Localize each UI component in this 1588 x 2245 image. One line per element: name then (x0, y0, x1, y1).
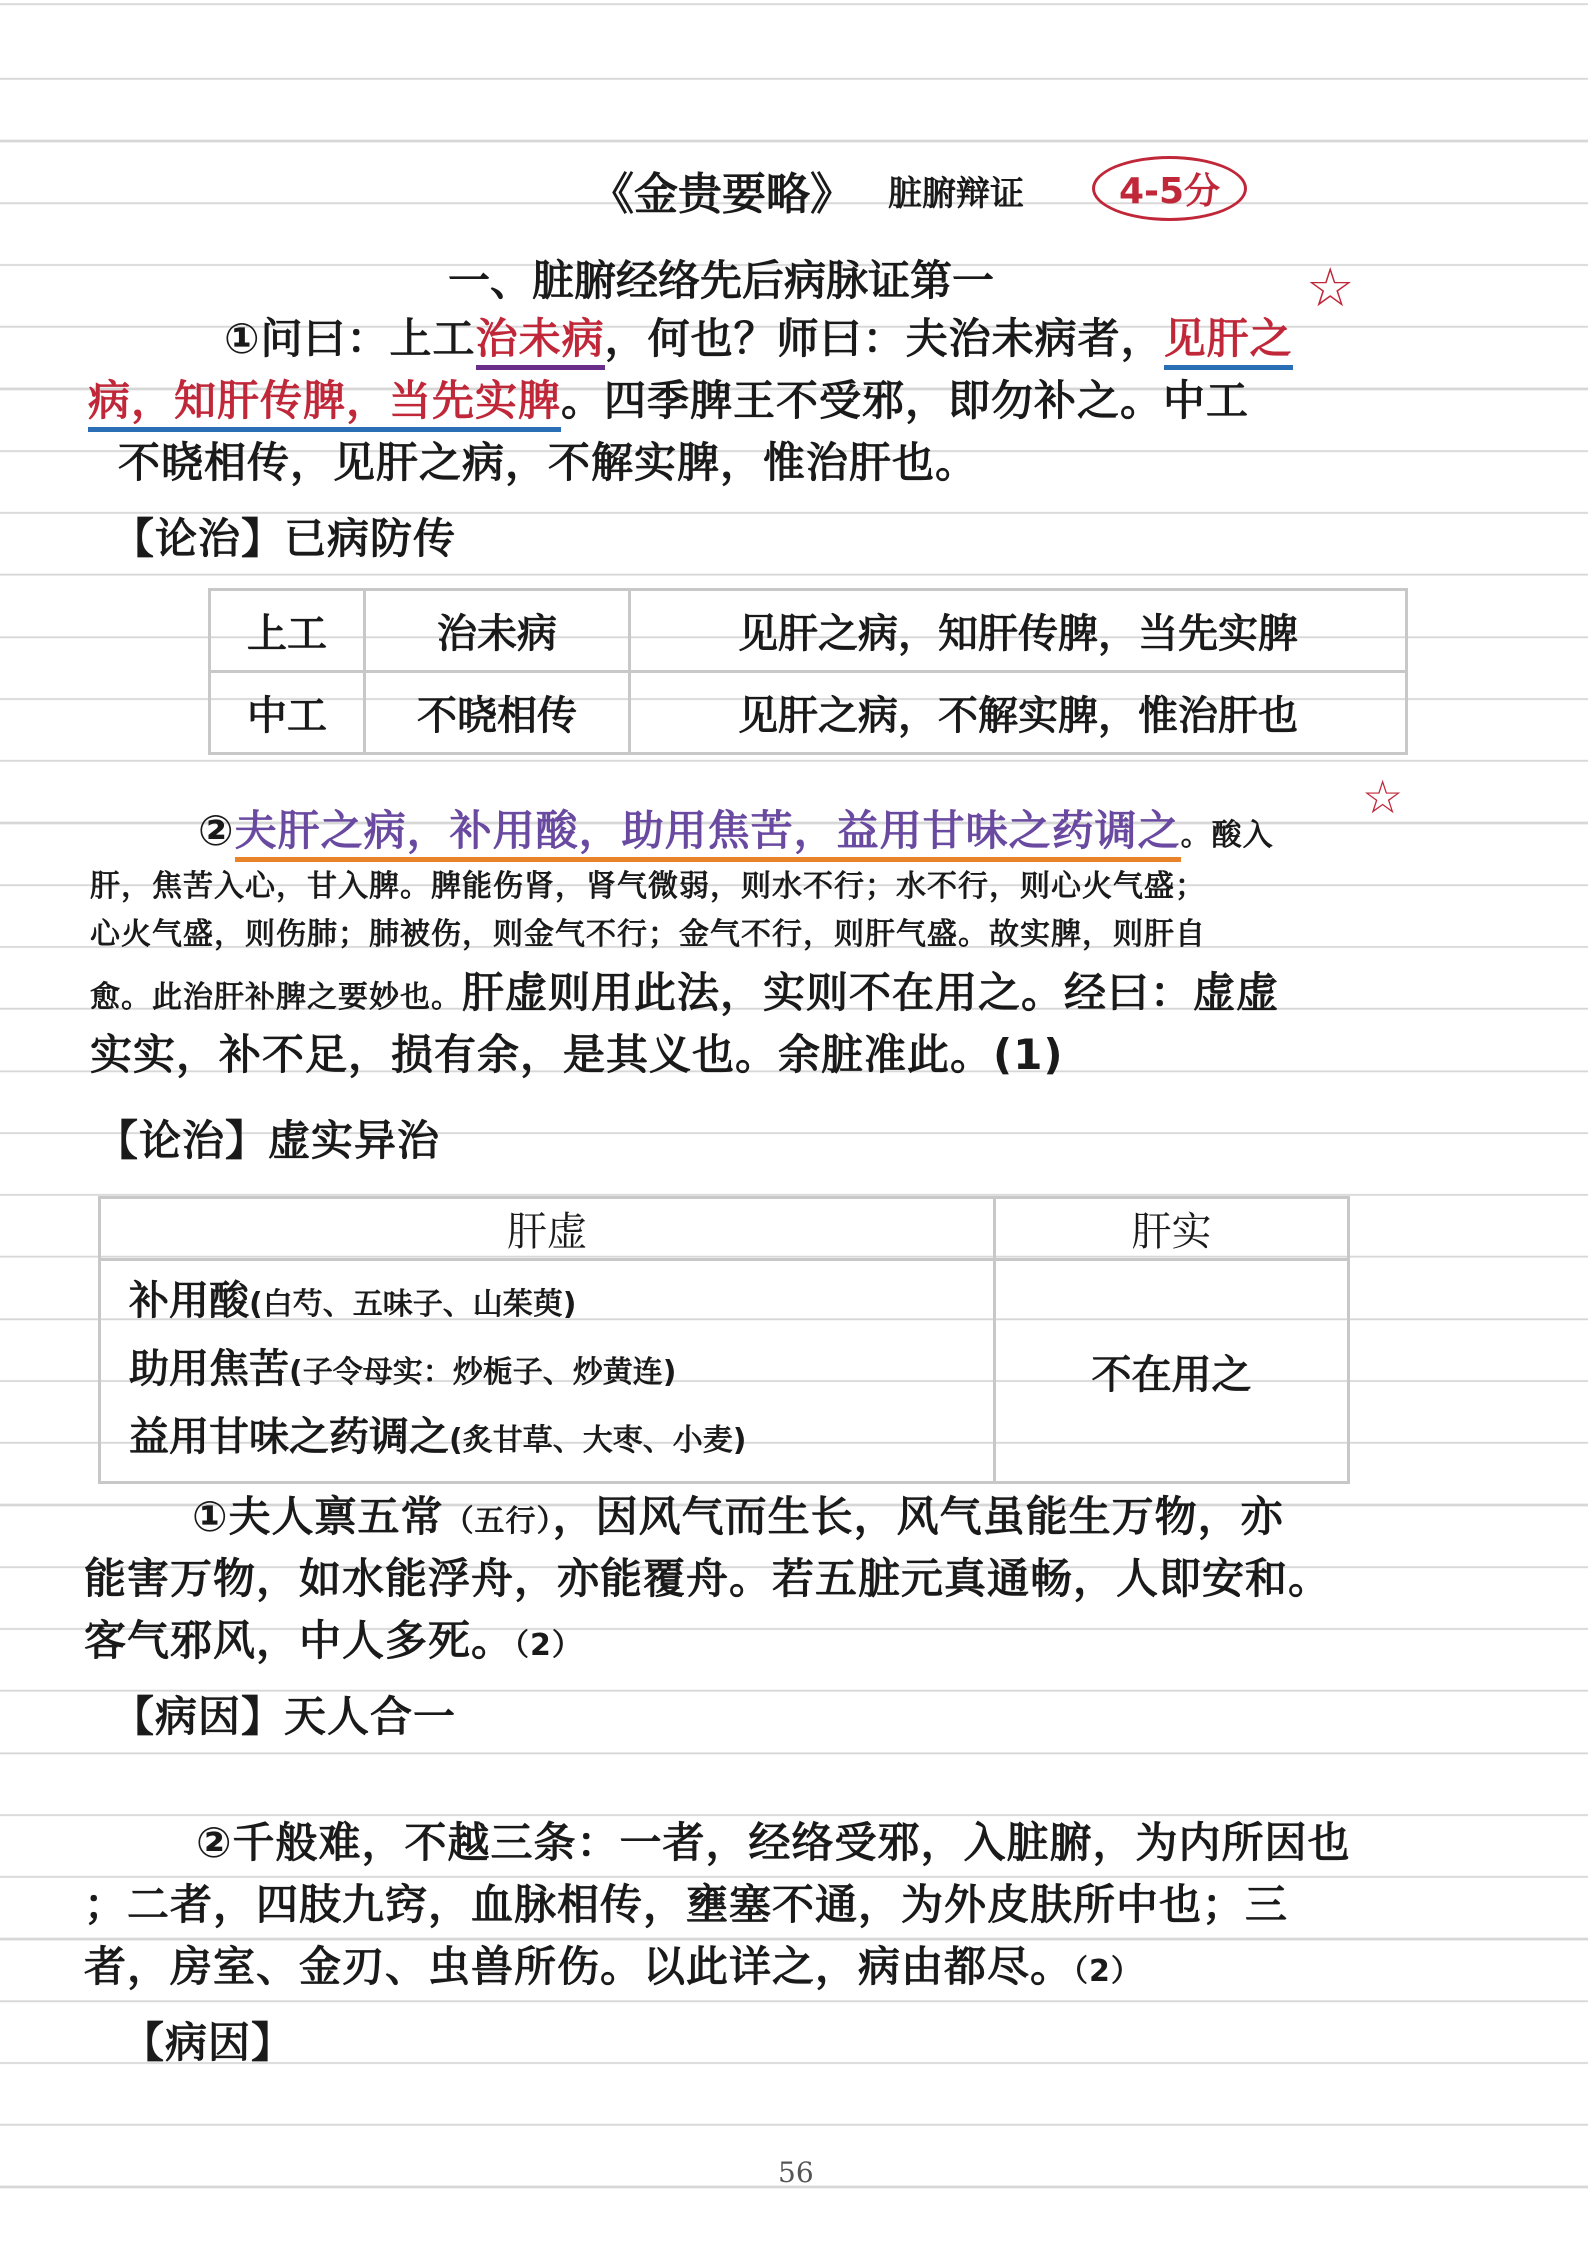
heading-yi-bing-fang-chuan: 【论治】已病防传 (112, 514, 457, 563)
heading-bing-yin: 【病因】 (122, 2018, 295, 2067)
table-row (100, 1198, 1349, 1260)
highlight-jian-gan: 见肝之 (1164, 314, 1293, 370)
highlight-gan-bing-fa: 夫肝之病，补用酸，助用焦苦，益用甘味之药调之 (235, 806, 1181, 862)
section-title: 一、脏腑经络先后病脉证第一 (448, 256, 995, 305)
table-row (210, 590, 1407, 672)
header-gan-xu: 肝虚 (100, 1198, 995, 1260)
gan-xu-items (100, 1260, 995, 1483)
para2-line3: 愈。此治肝补脾之要妙也。肝虚则用此法，实则不在用之。经曰：虚虚 (90, 968, 1280, 1017)
para4-line1: ②千般难，不越三条：一者，经络受邪，入脏腑，为内所因也 (196, 1818, 1351, 1867)
para1-line1: ①问曰：上工治未病，何也？师曰：夫治未病者，见肝之 (224, 308, 1588, 370)
list-item: 助用焦苦(子令母实：炒栀子、炒黄连) (129, 1346, 677, 1392)
star-icon: ☆ (1362, 770, 1404, 824)
table-gan-xu-gan-shi (98, 1196, 1350, 1484)
para2-line4: 实实，补不足，损有余，是其义也。余脏准此。(1) (90, 1030, 1064, 1079)
cell: 见肝之病，不解实脾，惟治肝也 (630, 672, 1407, 754)
heading-tian-ren-he-yi: 【病因】天人合一 (112, 1692, 457, 1741)
highlight-shi-pi: 病，知肝传脾，当先实脾 (88, 376, 561, 432)
para3-line2: 能害万物，如水能浮舟，亦能覆舟。若五脏元真通畅，人即安和。 (84, 1554, 1332, 1603)
para4-line2: ；二者，四肢九窍，血脉相传，壅塞不通，为外皮肤所中也；三 (84, 1880, 1289, 1929)
table-row (210, 672, 1407, 754)
cell: 见肝之病，知肝传脾，当先实脾 (630, 590, 1407, 672)
para3-line1: ①夫人禀五常（五行），因风气而生长，风气虽能生万物，亦 (192, 1492, 1284, 1541)
topic-label: 脏腑辩证 (888, 174, 1024, 214)
cell: 上工 (210, 590, 365, 672)
para1-line3: 不晓相传，见肝之病，不解实脾，惟治肝也。 (118, 438, 979, 487)
highlight-zhi-wei-bing: 治未病 (476, 314, 605, 370)
para2-line1: ②夫肝之病，补用酸，助用焦苦，益用甘味之药调之。酸入 (198, 800, 1588, 867)
para1-line2: 病，知肝传脾，当先实脾。四季脾王不受邪，即勿补之。中工 (88, 370, 1508, 432)
heading-xu-shi-yi-zhi: 【论治】虚实异治 (96, 1116, 441, 1165)
table-row (100, 1260, 1349, 1483)
list-item: 补用酸(白芍、五味子、山茱萸) (129, 1278, 577, 1324)
table-shang-zhong-gong (208, 588, 1408, 755)
list-item: 益用甘味之药调之(炙甘草、大枣、小麦) (129, 1414, 747, 1460)
para2-small-line1: 肝，焦苦入心，甘入脾。脾能伤肾，肾气微弱，则水不行；水不行，则心火气盛； (90, 869, 1206, 904)
star-icon: ☆ (1306, 256, 1355, 319)
page-number: 56 (778, 2156, 814, 2189)
cell: 不晓相传 (365, 672, 630, 754)
header-gan-shi: 肝实 (995, 1198, 1349, 1260)
book-title: 《金贵要略》 (590, 169, 854, 220)
gan-shi-value: 不在用之 (995, 1260, 1349, 1483)
para2-small-line2: 心火气盛，则伤肺；肺被伤，则金气不行；金气不行，则肝气盛。故实脾，则肝自 (90, 917, 1206, 952)
para3-line3: 客气邪风，中人多死。（2） (84, 1616, 583, 1665)
score-badge: 4-5分 (1092, 156, 1247, 221)
cell: 中工 (210, 672, 365, 754)
para4-line3: 者，房室、金刃、虫兽所伤。以此详之，病由都尽。（2） (84, 1942, 1142, 1991)
cell: 治未病 (365, 590, 630, 672)
